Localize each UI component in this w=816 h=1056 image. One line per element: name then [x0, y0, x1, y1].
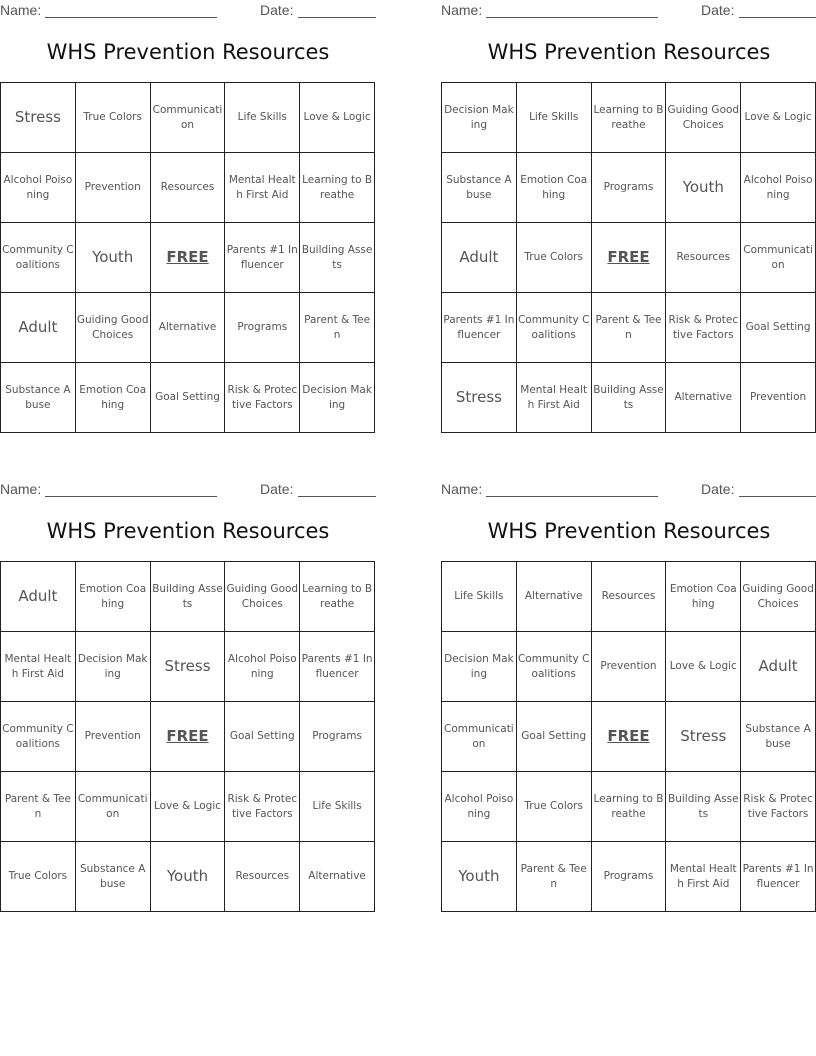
bingo-cell: Prevention — [741, 363, 816, 433]
bingo-cell: Stress — [1, 83, 76, 153]
bingo-cell: Risk & Protective Factors — [741, 772, 816, 842]
bingo-grid — [441, 561, 816, 912]
bingo-cell: Learning to Breathe — [300, 562, 375, 632]
bingo-cell: Parent & Teen — [592, 293, 667, 363]
date-label: Date: — [260, 481, 294, 497]
bingo-cell: Goal Setting — [517, 702, 592, 772]
bingo-cell: Guiding Good Choices — [741, 562, 816, 632]
bingo-cell: Prevention — [76, 153, 151, 223]
bingo-cell: Stress — [151, 632, 226, 702]
bingo-cell: Substance Abuse — [1, 363, 76, 433]
bingo-cell: Mental Health First Aid — [517, 363, 592, 433]
name-field-line — [45, 17, 217, 18]
bingo-cell: Adult — [442, 223, 517, 293]
card-title: WHS Prevention Resources — [487, 40, 771, 64]
bingo-cell: Love & Logic — [666, 632, 741, 702]
bingo-cell: Emotion Coahing — [76, 562, 151, 632]
date-label: Date: — [701, 481, 735, 497]
bingo-cell: True Colors — [517, 223, 592, 293]
card-title: WHS Prevention Resources — [46, 519, 330, 543]
bingo-cell: Youth — [76, 223, 151, 293]
bingo-cell: Emotion Coahing — [517, 153, 592, 223]
bingo-cell: Community Coalitions — [517, 632, 592, 702]
card-header — [0, 481, 376, 499]
bingo-cell: Life Skills — [517, 83, 592, 153]
bingo-cell: Programs — [225, 293, 300, 363]
bingo-cell: Emotion Coahing — [76, 363, 151, 433]
bingo-grid — [0, 561, 375, 912]
name-label: Name: — [0, 2, 42, 18]
bingo-cell: Learning to Breathe — [592, 83, 667, 153]
bingo-cell: Decision Making — [300, 363, 375, 433]
bingo-cell: Stress — [442, 363, 517, 433]
bingo-cell: True Colors — [517, 772, 592, 842]
bingo-cell: Community Coalitions — [1, 223, 76, 293]
bingo-cell: Guiding Good Choices — [76, 293, 151, 363]
bingo-cell: Parents #1 Influencer — [300, 632, 375, 702]
bingo-cell: Building Assets — [592, 363, 667, 433]
bingo-cell: Resources — [151, 153, 226, 223]
free-space-cell: FREE — [151, 702, 226, 772]
bingo-cell: Youth — [666, 153, 741, 223]
bingo-cell: Programs — [300, 702, 375, 772]
date-field-line — [298, 496, 376, 497]
bingo-cell: Programs — [592, 842, 667, 912]
bingo-cell: Resources — [225, 842, 300, 912]
bingo-cell: Community Coalitions — [1, 702, 76, 772]
bingo-cell: Youth — [442, 842, 517, 912]
bingo-cell: Parent & Teen — [1, 772, 76, 842]
bingo-cell: Parent & Teen — [300, 293, 375, 363]
bingo-cell: Youth — [151, 842, 226, 912]
bingo-cell: Parents #1 Influencer — [442, 293, 517, 363]
bingo-cell: Communication — [151, 83, 226, 153]
bingo-cell: Risk & Protective Factors — [666, 293, 741, 363]
bingo-cell: Mental Health First Aid — [225, 153, 300, 223]
bingo-cell: Alternative — [666, 363, 741, 433]
date-label: Date: — [260, 2, 294, 18]
date-label: Date: — [701, 2, 735, 18]
bingo-cell: Building Assets — [300, 223, 375, 293]
bingo-cell: Substance Abuse — [76, 842, 151, 912]
name-field-line — [486, 496, 658, 497]
bingo-cell: Resources — [592, 562, 667, 632]
bingo-cell: Alcohol Poisoning — [225, 632, 300, 702]
card-header — [0, 2, 376, 20]
bingo-cell: Substance Abuse — [442, 153, 517, 223]
bingo-cell: Substance Abuse — [741, 702, 816, 772]
bingo-cell: Goal Setting — [741, 293, 816, 363]
name-field-line — [45, 496, 217, 497]
bingo-cell: Adult — [1, 562, 76, 632]
name-label: Name: — [441, 481, 483, 497]
bingo-cell: Life Skills — [225, 83, 300, 153]
bingo-cell: Community Coalitions — [517, 293, 592, 363]
bingo-cell: Resources — [666, 223, 741, 293]
bingo-cell: Decision Making — [442, 83, 517, 153]
bingo-cell: Guiding Good Choices — [666, 83, 741, 153]
bingo-cell: Love & Logic — [741, 83, 816, 153]
bingo-cell: Parents #1 Influencer — [741, 842, 816, 912]
bingo-cell: Adult — [1, 293, 76, 363]
bingo-cell: Mental Health First Aid — [1, 632, 76, 702]
bingo-cell: Alcohol Poisoning — [1, 153, 76, 223]
bingo-cell: Decision Making — [76, 632, 151, 702]
bingo-cell: Stress — [666, 702, 741, 772]
bingo-cell: Alternative — [151, 293, 226, 363]
bingo-cell: Adult — [741, 632, 816, 702]
name-label: Name: — [0, 481, 42, 497]
bingo-cell: Goal Setting — [225, 702, 300, 772]
bingo-cell: Life Skills — [442, 562, 517, 632]
bingo-cell: Parents #1 Influencer — [225, 223, 300, 293]
bingo-cell: Emotion Coahing — [666, 562, 741, 632]
free-space-cell: FREE — [151, 223, 226, 293]
bingo-cell: Alcohol Poisoning — [442, 772, 517, 842]
bingo-cell: Building Assets — [666, 772, 741, 842]
bingo-cell: Parent & Teen — [517, 842, 592, 912]
free-space-cell: FREE — [592, 702, 667, 772]
bingo-cell: Prevention — [592, 632, 667, 702]
bingo-cell: Risk & Protective Factors — [225, 363, 300, 433]
date-field-line — [739, 496, 816, 497]
bingo-cell: Risk & Protective Factors — [225, 772, 300, 842]
bingo-cell: True Colors — [76, 83, 151, 153]
name-label: Name: — [441, 2, 483, 18]
card-title: WHS Prevention Resources — [487, 519, 771, 543]
bingo-cell: Communication — [442, 702, 517, 772]
bingo-grid — [441, 82, 816, 433]
bingo-cell: Guiding Good Choices — [225, 562, 300, 632]
bingo-grid — [0, 82, 375, 433]
bingo-cell: Alternative — [517, 562, 592, 632]
bingo-cell: Decision Making — [442, 632, 517, 702]
card-header — [441, 481, 816, 499]
bingo-cell: Learning to Breathe — [592, 772, 667, 842]
bingo-cell: Alcohol Poisoning — [741, 153, 816, 223]
card-title: WHS Prevention Resources — [46, 40, 330, 64]
date-field-line — [739, 17, 816, 18]
bingo-cell: Life Skills — [300, 772, 375, 842]
date-field-line — [298, 17, 376, 18]
bingo-cell: Love & Logic — [151, 772, 226, 842]
bingo-cell: Goal Setting — [151, 363, 226, 433]
bingo-cell: Learning to Breathe — [300, 153, 375, 223]
name-field-line — [486, 17, 658, 18]
bingo-cell: Communication — [76, 772, 151, 842]
bingo-cell: Building Assets — [151, 562, 226, 632]
card-header — [441, 2, 816, 20]
bingo-cell: Communication — [741, 223, 816, 293]
bingo-cell: Programs — [592, 153, 667, 223]
bingo-cell: True Colors — [1, 842, 76, 912]
bingo-cell: Prevention — [76, 702, 151, 772]
bingo-cell: Mental Health First Aid — [666, 842, 741, 912]
bingo-cell: Love & Logic — [300, 83, 375, 153]
free-space-cell: FREE — [592, 223, 667, 293]
bingo-cell: Alternative — [300, 842, 375, 912]
